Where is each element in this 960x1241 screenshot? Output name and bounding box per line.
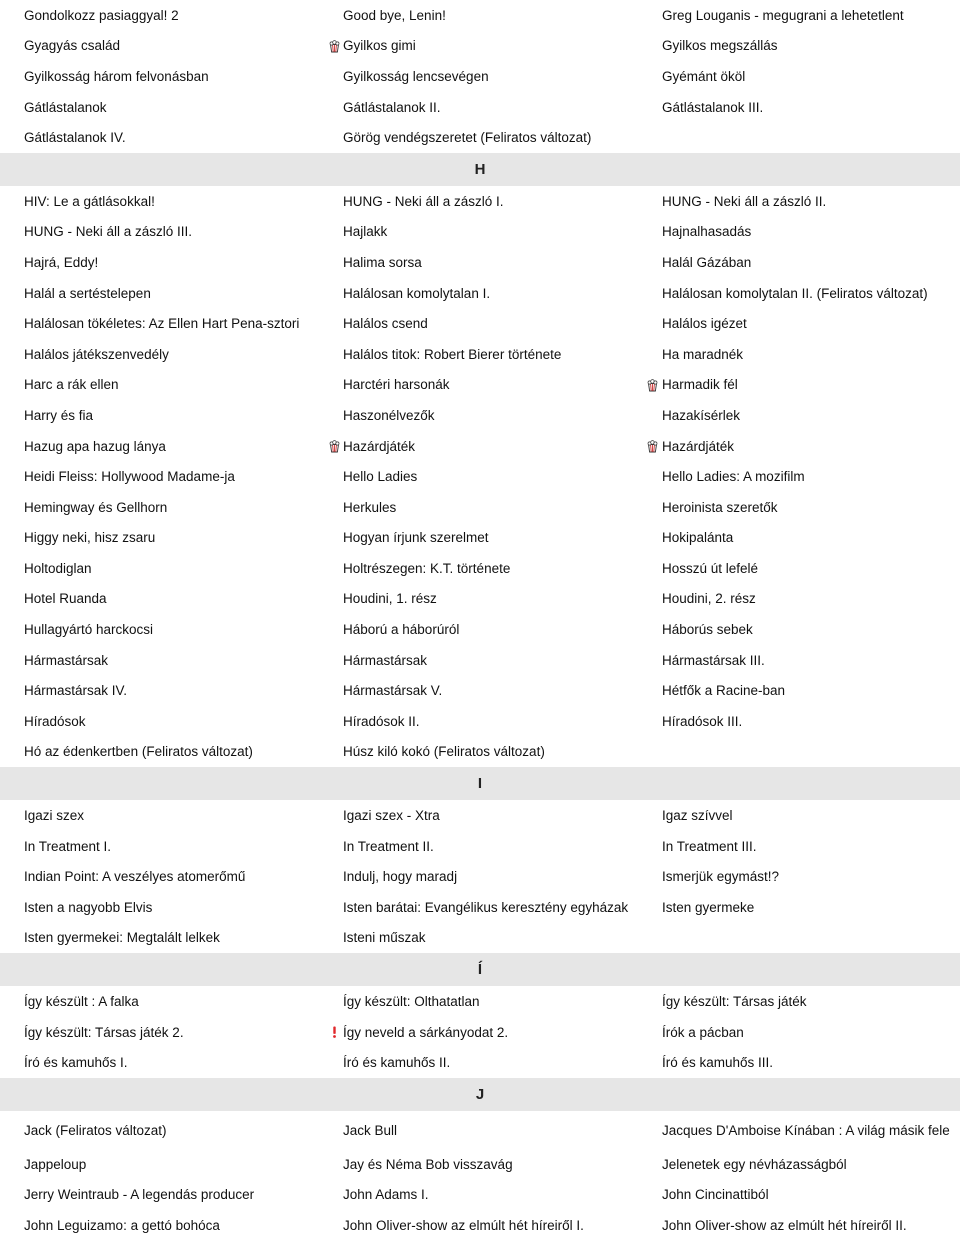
- list-row: [0, 1017, 960, 1048]
- title-text: Halálosan komolytalan II. (Feliratos változat): [662, 285, 928, 301]
- title-cell[interactable]: [343, 122, 648, 153]
- list-row: [0, 831, 960, 862]
- title-cell[interactable]: [24, 706, 324, 737]
- title-text: Háborús sebek: [662, 622, 753, 638]
- title-text: Hosszú út lefelé: [662, 560, 759, 576]
- title-cell[interactable]: [343, 986, 648, 1017]
- title-text: Harc a rák ellen: [24, 377, 119, 393]
- list-row: [0, 308, 960, 339]
- list-row: [0, 492, 960, 523]
- list-row: [0, 737, 960, 768]
- title-cell[interactable]: [24, 892, 324, 923]
- title-text: Író és kamuhős II.: [343, 1055, 451, 1071]
- title-text: Gyémánt ököl: [662, 68, 746, 84]
- title-cell[interactable]: [662, 831, 952, 862]
- title-cell[interactable]: [343, 923, 648, 954]
- title-text: Gyilkos megszállás: [662, 38, 778, 54]
- title-cell[interactable]: [343, 553, 648, 584]
- title-text: Jelenetek egy névházasságból: [662, 1156, 847, 1172]
- title-cell[interactable]: [662, 892, 952, 923]
- title-text: Gyagyás család: [24, 38, 121, 54]
- title-text: Holtrészegen: K.T. története: [343, 560, 511, 576]
- list-row: [0, 1210, 960, 1241]
- list-row: [0, 986, 960, 1017]
- title-cell[interactable]: [24, 553, 324, 584]
- title-cell[interactable]: [662, 92, 952, 123]
- section-header: I: [0, 767, 960, 800]
- title-cell[interactable]: [662, 217, 952, 248]
- title-cell[interactable]: [343, 831, 648, 862]
- title-cell[interactable]: [662, 61, 952, 92]
- list-row: [0, 92, 960, 123]
- popcorn-icon: [328, 440, 341, 453]
- title-text: Halál Gázában: [662, 254, 752, 270]
- title-cell[interactable]: [24, 431, 324, 462]
- title-text: Gátlástalanok IV.: [24, 130, 126, 146]
- title-text: Hazárdjáték: [662, 438, 735, 454]
- title-cell[interactable]: [662, 800, 952, 831]
- title-text: Híradósok II.: [343, 713, 420, 729]
- title-text: Így készült: Társas játék: [662, 994, 807, 1010]
- title-text: Híradósok: [24, 713, 86, 729]
- title-text: Hullagyártó harckocsi: [24, 622, 154, 638]
- title-text: Igazi szex - Xtra: [343, 808, 440, 824]
- title-cell[interactable]: [24, 370, 324, 401]
- title-cell[interactable]: [662, 645, 952, 676]
- title-cell[interactable]: [343, 675, 648, 706]
- list-row: [0, 1149, 960, 1180]
- list-row: [0, 892, 960, 923]
- title-cell[interactable]: [662, 31, 952, 62]
- title-text: Houdini, 2. rész: [662, 591, 756, 607]
- title-cell[interactable]: [343, 1180, 648, 1211]
- title-text: Háború a háborúról: [343, 622, 460, 638]
- title-cell[interactable]: [662, 247, 952, 278]
- title-text: Hétfők a Racine-ban: [662, 683, 786, 699]
- title-text: Hármastársak III.: [662, 652, 765, 668]
- list-row: [0, 923, 960, 954]
- title-text: Hazug apa hazug lánya: [24, 438, 166, 454]
- list-row: [0, 1111, 960, 1149]
- title-text: Igazi szex: [24, 808, 85, 824]
- title-text: Hármastársak: [343, 652, 428, 668]
- title-text: Harmadik fél: [662, 377, 738, 393]
- title-cell[interactable]: [343, 645, 648, 676]
- title-cell[interactable]: [662, 1180, 952, 1211]
- title-text: Halálos csend: [343, 316, 428, 332]
- title-text: Halálosan komolytalan I.: [343, 285, 491, 301]
- title-cell[interactable]: [662, 1149, 952, 1180]
- title-cell[interactable]: [343, 0, 648, 31]
- title-cell[interactable]: [24, 1180, 324, 1211]
- list-row: [0, 861, 960, 892]
- title-text: Jack Bull: [343, 1122, 398, 1138]
- title-text: Hármastársak: [24, 652, 109, 668]
- title-cell[interactable]: [343, 370, 648, 401]
- title-cell[interactable]: [24, 986, 324, 1017]
- title-text: HUNG - Neki áll a zászló III.: [24, 224, 193, 240]
- title-text: Így készült : A falka: [24, 994, 139, 1010]
- title-text: Halálos játékszenvedély: [24, 346, 169, 362]
- title-text: Így készült: Társas játék 2.: [24, 1024, 184, 1040]
- title-cell[interactable]: [343, 737, 648, 768]
- title-cell[interactable]: [343, 431, 648, 462]
- title-cell[interactable]: [662, 614, 952, 645]
- title-text: Haszonélvezők: [343, 407, 435, 423]
- list-row: [0, 61, 960, 92]
- title-text: Isten barátai: Evangélikus keresztény egyházak: [343, 899, 629, 915]
- title-text: Gyilkosság lencsevégen: [343, 68, 489, 84]
- title-cell[interactable]: [662, 370, 952, 401]
- title-cell[interactable]: [24, 122, 324, 153]
- list-row: [0, 614, 960, 645]
- title-cell[interactable]: [662, 1017, 952, 1048]
- title-text: Gyilkos gimi: [343, 38, 416, 54]
- title-text: Jerry Weintraub - A legendás producer: [24, 1187, 255, 1203]
- title-text: In Treatment III.: [662, 838, 757, 854]
- title-cell[interactable]: [662, 308, 952, 339]
- section-header: H: [0, 153, 960, 186]
- title-cell[interactable]: [24, 400, 324, 431]
- title-text: Hazárdjáték: [343, 438, 416, 454]
- title-text: Hogyan írjunk szerelmet: [343, 530, 489, 546]
- list-row: [0, 31, 960, 62]
- title-cell[interactable]: [662, 1210, 952, 1241]
- title-cell[interactable]: [24, 800, 324, 831]
- title-cell[interactable]: [24, 31, 324, 62]
- title-cell[interactable]: [662, 706, 952, 737]
- title-cell[interactable]: [24, 675, 324, 706]
- title-cell[interactable]: [343, 1047, 648, 1078]
- title-cell[interactable]: [662, 278, 952, 309]
- title-text: John Cincinattiból: [662, 1187, 769, 1203]
- title-cell[interactable]: [24, 217, 324, 248]
- title-cell[interactable]: [662, 186, 952, 217]
- title-text: Isten a nagyobb Elvis: [24, 899, 153, 915]
- title-cell[interactable]: [24, 0, 324, 31]
- title-text: Halálos titok: Robert Bierer története: [343, 346, 562, 362]
- title-cell[interactable]: [24, 339, 324, 370]
- title-cell[interactable]: [343, 339, 648, 370]
- title-cell[interactable]: [343, 1210, 648, 1241]
- title-text: Greg Louganis - megugrani a lehetetlent: [662, 7, 904, 23]
- title-text: Harry és fia: [24, 407, 94, 423]
- title-cell: [662, 122, 952, 153]
- title-text: Húsz kiló kokó (Feliratos változat): [343, 744, 545, 760]
- title-text: Jappeloup: [24, 1156, 87, 1172]
- title-text: Hello Ladies: [343, 469, 418, 485]
- title-text: Halima sorsa: [343, 254, 422, 270]
- title-text: Heidi Fleiss: Hollywood Madame-ja: [24, 469, 235, 485]
- title-text: Gondolkozz pasiaggyal! 2: [24, 7, 179, 23]
- title-text: John Leguizamo: a gettó bohóca: [24, 1217, 220, 1233]
- title-cell: [662, 737, 952, 768]
- title-cell[interactable]: [343, 308, 648, 339]
- title-cell[interactable]: [24, 1111, 324, 1149]
- title-text: Halálosan tökéletes: Az Ellen Hart Pena-sztori: [24, 316, 300, 332]
- section-header: J: [0, 1078, 960, 1111]
- title-cell[interactable]: [343, 461, 648, 492]
- title-cell[interactable]: [343, 186, 648, 217]
- title-text: HUNG - Neki áll a zászló I.: [343, 193, 504, 209]
- title-text: Ismerjük egymást!?: [662, 869, 780, 885]
- list-row: [0, 278, 960, 309]
- title-text: John Adams I.: [343, 1187, 429, 1203]
- title-text: Higgy neki, hisz zsaru: [24, 530, 156, 546]
- list-row: [0, 1180, 960, 1211]
- title-text: Hajlakk: [343, 224, 388, 240]
- title-cell[interactable]: [343, 584, 648, 615]
- title-text: Isteni műszak: [343, 930, 426, 946]
- title-text: Halál a sertéstelepen: [24, 285, 151, 301]
- title-cell[interactable]: [343, 800, 648, 831]
- title-text: Houdini, 1. rész: [343, 591, 437, 607]
- title-cell[interactable]: [343, 523, 648, 554]
- title-cell[interactable]: [343, 614, 648, 645]
- title-text: Így neveld a sárkányodat 2.: [343, 1024, 509, 1040]
- title-cell[interactable]: [662, 986, 952, 1017]
- title-text: HIV: Le a gátlásokkal!: [24, 193, 155, 209]
- popcorn-icon: [646, 378, 659, 391]
- title-cell[interactable]: [24, 1047, 324, 1078]
- list-row: [0, 675, 960, 706]
- title-cell[interactable]: [662, 0, 952, 31]
- title-cell[interactable]: [343, 1017, 648, 1048]
- list-row: [0, 370, 960, 401]
- title-cell[interactable]: [24, 92, 324, 123]
- title-cell[interactable]: [24, 308, 324, 339]
- title-cell[interactable]: [662, 675, 952, 706]
- title-text: Jay és Néma Bob visszavág: [343, 1156, 513, 1172]
- title-cell[interactable]: [24, 461, 324, 492]
- title-text: Gátlástalanok III.: [662, 99, 764, 115]
- title-text: In Treatment II.: [343, 838, 434, 854]
- title-text: In Treatment I.: [24, 838, 112, 854]
- title-text: Író és kamuhős I.: [24, 1055, 128, 1071]
- title-text: Halálos igézet: [662, 316, 747, 332]
- title-cell[interactable]: [24, 1017, 324, 1048]
- title-cell[interactable]: [24, 492, 324, 523]
- title-cell[interactable]: [662, 492, 952, 523]
- title-text: Gyilkosság három felvonásban: [24, 68, 209, 84]
- title-cell[interactable]: [24, 523, 324, 554]
- title-cell[interactable]: [343, 278, 648, 309]
- title-cell[interactable]: [24, 831, 324, 862]
- title-text: Írók a pácban: [662, 1024, 744, 1040]
- list-row: [0, 400, 960, 431]
- title-cell[interactable]: [24, 737, 324, 768]
- title-cell[interactable]: [662, 523, 952, 554]
- title-text: Indian Point: A veszélyes atomerőmű: [24, 869, 246, 885]
- title-cell[interactable]: [343, 92, 648, 123]
- list-row: [0, 339, 960, 370]
- list-row: [0, 584, 960, 615]
- section-header: Í: [0, 953, 960, 986]
- title-cell: [662, 923, 952, 954]
- title-cell[interactable]: [343, 217, 648, 248]
- title-cell[interactable]: [343, 492, 648, 523]
- list-row: [0, 706, 960, 737]
- title-text: Hó az édenkertben (Feliratos változat): [24, 744, 253, 760]
- title-cell[interactable]: [24, 278, 324, 309]
- title-text: Hajnalhasadás: [662, 224, 752, 240]
- title-text: Hello Ladies: A mozifilm: [662, 469, 805, 485]
- title-cell[interactable]: [24, 614, 324, 645]
- list-row: [0, 217, 960, 248]
- popcorn-icon: [646, 440, 659, 453]
- title-cell[interactable]: [343, 892, 648, 923]
- title-cell[interactable]: [662, 400, 952, 431]
- title-cell[interactable]: [662, 861, 952, 892]
- title-text: Hazakísérlek: [662, 407, 741, 423]
- title-cell[interactable]: [343, 706, 648, 737]
- title-cell[interactable]: [24, 61, 324, 92]
- title-text: Hokipalánta: [662, 530, 734, 546]
- title-cell[interactable]: [343, 1149, 648, 1180]
- title-text: Gátlástalanok II.: [343, 99, 441, 115]
- title-text: Hármastársak V.: [343, 683, 443, 699]
- title-cell[interactable]: [662, 1047, 952, 1078]
- title-cell[interactable]: [662, 553, 952, 584]
- title-text: Hemingway és Gellhorn: [24, 499, 168, 515]
- list-row: [0, 186, 960, 217]
- title-text: Híradósok III.: [662, 713, 743, 729]
- title-cell[interactable]: [662, 431, 952, 462]
- title-cell[interactable]: [24, 186, 324, 217]
- title-text: John Oliver-show az elmúlt hét híreiről I.: [343, 1217, 584, 1233]
- popcorn-icon: [328, 39, 341, 52]
- title-cell[interactable]: [24, 923, 324, 954]
- list-row: [0, 645, 960, 676]
- list-row: [0, 431, 960, 462]
- title-text: Indulj, hogy maradj: [343, 869, 458, 885]
- title-cell[interactable]: [662, 584, 952, 615]
- title-text: Író és kamuhős III.: [662, 1055, 774, 1071]
- title-cell[interactable]: [662, 461, 952, 492]
- title-cell[interactable]: [662, 1111, 952, 1149]
- list-row: [0, 553, 960, 584]
- title-text: John Oliver-show az elmúlt hét híreiről II.: [662, 1217, 907, 1233]
- list-row: [0, 800, 960, 831]
- title-cell[interactable]: [343, 1111, 648, 1149]
- title-text: Holtodiglan: [24, 560, 92, 576]
- title-text: Isten gyermeke: [662, 899, 755, 915]
- title-text: Herkules: [343, 499, 397, 515]
- title-text: Görög vendégszeretet (Feliratos változat): [343, 130, 592, 146]
- title-text: HUNG - Neki áll a zászló II.: [662, 193, 827, 209]
- list-row: [0, 461, 960, 492]
- title-text: Ha maradnék: [662, 346, 744, 362]
- title-text: Hármastársak IV.: [24, 683, 128, 699]
- exclamation-icon: [328, 1026, 341, 1039]
- title-cell[interactable]: [24, 1210, 324, 1241]
- title-cell[interactable]: [343, 247, 648, 278]
- title-text: Jacques D'Amboise Kínában : A világ másik fele: [662, 1122, 950, 1138]
- title-cell[interactable]: [343, 31, 648, 62]
- title-cell[interactable]: [24, 1149, 324, 1180]
- title-cell[interactable]: [343, 400, 648, 431]
- title-text: Hajrá, Eddy!: [24, 254, 99, 270]
- list-row: [0, 122, 960, 153]
- title-text: Good bye, Lenin!: [343, 7, 446, 23]
- title-cell[interactable]: [24, 584, 324, 615]
- list-row: [0, 0, 960, 31]
- title-text: Hotel Ruanda: [24, 591, 107, 607]
- title-cell[interactable]: [24, 861, 324, 892]
- list-row: [0, 247, 960, 278]
- title-text: Igaz szívvel: [662, 808, 733, 824]
- title-cell[interactable]: [343, 861, 648, 892]
- title-cell[interactable]: [662, 339, 952, 370]
- title-text: Heroinista szeretők: [662, 499, 778, 515]
- title-text: Gátlástalanok: [24, 99, 107, 115]
- list-row: [0, 523, 960, 554]
- title-text: Harctéri harsonák: [343, 377, 450, 393]
- title-text: Jack (Feliratos változat): [24, 1122, 167, 1138]
- title-text: Isten gyermekei: Megtalált lelkek: [24, 930, 220, 946]
- title-cell[interactable]: [343, 61, 648, 92]
- title-cell[interactable]: [24, 645, 324, 676]
- title-text: Így készült: Olthatatlan: [343, 994, 480, 1010]
- list-row: [0, 1047, 960, 1078]
- title-cell[interactable]: [24, 247, 324, 278]
